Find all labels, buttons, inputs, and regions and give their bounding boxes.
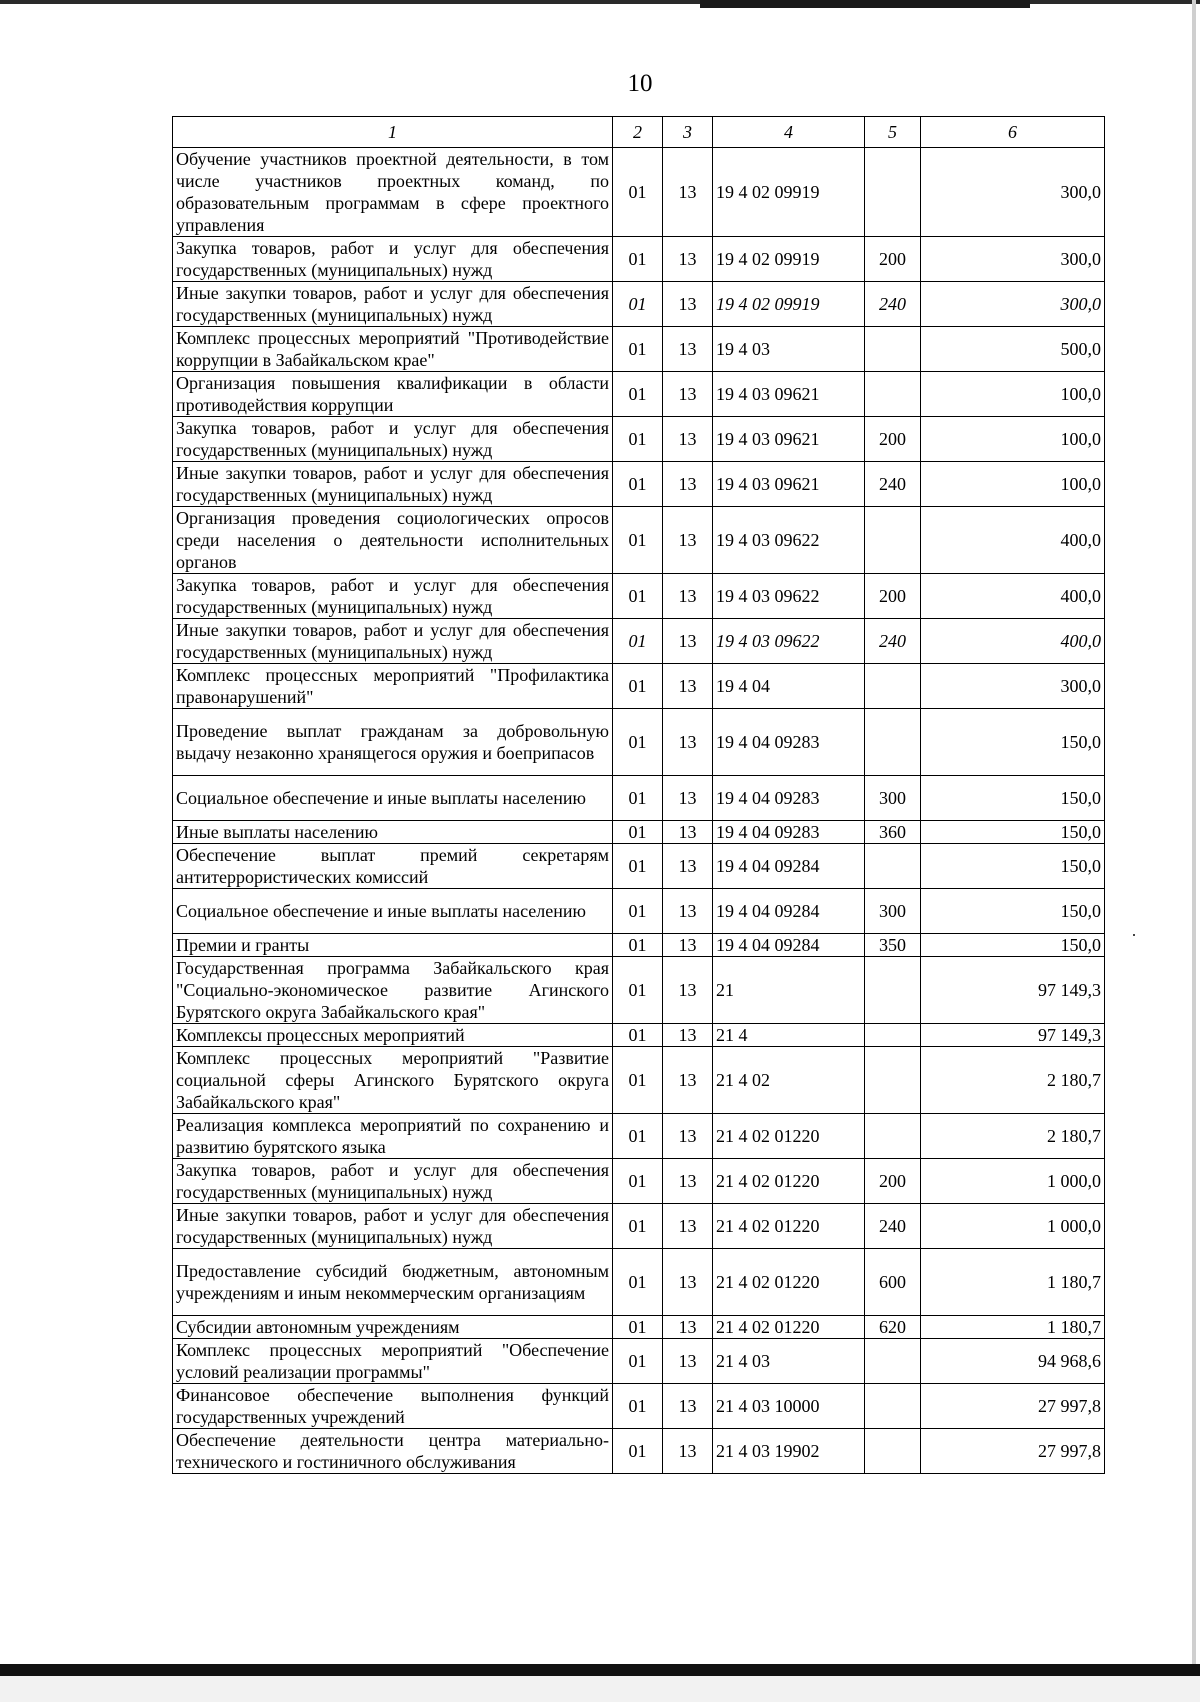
row-amount: 300,0 xyxy=(921,664,1105,709)
row-name: Иные закупки товаров, работ и услуг для обеспечения государственных (муниципальных) нужд xyxy=(173,1204,613,1249)
table-row xyxy=(173,1249,1105,1316)
table-row xyxy=(173,1204,1105,1249)
row-code-3: 13 xyxy=(663,1316,713,1339)
row-name: Закупка товаров, работ и услуг для обеспечения государственных (муниципальных) нужд xyxy=(173,1159,613,1204)
row-amount: 1 180,7 xyxy=(921,1316,1105,1339)
table-row xyxy=(173,327,1105,372)
row-code-5 xyxy=(865,372,921,417)
row-name: Обучение участников проектной деятельности, в том числе участников проектных команд, по образовательным программам в сфере проектного управления xyxy=(173,148,613,237)
row-code-4: 19 4 02 09919 xyxy=(713,237,865,282)
row-name: Реализация комплекса мероприятий по сохранению и развитию бурятского языка xyxy=(173,1114,613,1159)
row-amount: 2 180,7 xyxy=(921,1047,1105,1114)
row-code-2: 01 xyxy=(613,709,663,776)
table-row xyxy=(173,574,1105,619)
table-row xyxy=(173,237,1105,282)
row-code-5: 300 xyxy=(865,889,921,934)
row-code-3: 13 xyxy=(663,148,713,237)
table-row xyxy=(173,844,1105,889)
row-code-5 xyxy=(865,1339,921,1384)
row-code-2: 01 xyxy=(613,844,663,889)
scan-edge-bottom-margin xyxy=(0,1676,1200,1702)
row-amount: 400,0 xyxy=(921,619,1105,664)
row-name: Премии и гранты xyxy=(173,934,613,957)
row-code-5: 200 xyxy=(865,417,921,462)
row-code-4: 19 4 03 09622 xyxy=(713,619,865,664)
row-amount: 400,0 xyxy=(921,507,1105,574)
table-row xyxy=(173,1024,1105,1047)
row-name: Социальное обеспечение и иные выплаты населению xyxy=(173,776,613,821)
row-name: Социальное обеспечение и иные выплаты населению xyxy=(173,889,613,934)
row-amount: 300,0 xyxy=(921,282,1105,327)
table-row xyxy=(173,1339,1105,1384)
row-name: Проведение выплат гражданам за добровольную выдачу незаконно хранящегося оружия и боеприпасов xyxy=(173,709,613,776)
row-code-4: 21 4 02 01220 xyxy=(713,1114,865,1159)
row-code-2: 01 xyxy=(613,1159,663,1204)
row-code-3: 13 xyxy=(663,327,713,372)
row-name: Государственная программа Забайкальского края "Социально-экономическое развитие Агинского Бурятского округа Забайкальского края" xyxy=(173,957,613,1024)
table-row xyxy=(173,1159,1105,1204)
row-code-2: 01 xyxy=(613,148,663,237)
row-name: Иные закупки товаров, работ и услуг для обеспечения государственных (муниципальных) нужд xyxy=(173,462,613,507)
page-number: 10 xyxy=(627,70,653,97)
table-row xyxy=(173,148,1105,237)
row-amount: 100,0 xyxy=(921,372,1105,417)
row-code-2: 01 xyxy=(613,957,663,1024)
row-code-3: 13 xyxy=(663,1429,713,1474)
row-amount: 300,0 xyxy=(921,148,1105,237)
row-code-5 xyxy=(865,148,921,237)
table-row xyxy=(173,1316,1105,1339)
column-header: 3 xyxy=(663,117,713,148)
row-code-2: 01 xyxy=(613,1249,663,1316)
row-amount: 97 149,3 xyxy=(921,957,1105,1024)
row-code-5: 620 xyxy=(865,1316,921,1339)
row-amount: 100,0 xyxy=(921,417,1105,462)
row-code-2: 01 xyxy=(613,664,663,709)
row-code-3: 13 xyxy=(663,1249,713,1316)
row-code-3: 13 xyxy=(663,462,713,507)
row-code-4: 21 4 03 10000 xyxy=(713,1384,865,1429)
row-code-3: 13 xyxy=(663,417,713,462)
row-name: Комплекс процессных мероприятий "Развитие социальной сферы Агинского Бурятского округа Забайкальского края" xyxy=(173,1047,613,1114)
row-code-3: 13 xyxy=(663,889,713,934)
row-code-4: 19 4 02 09919 xyxy=(713,282,865,327)
row-code-2: 01 xyxy=(613,417,663,462)
row-code-5 xyxy=(865,1024,921,1047)
row-name: Обеспечение выплат премий секретарям антитеррористических комиссий xyxy=(173,844,613,889)
row-amount: 400,0 xyxy=(921,574,1105,619)
row-code-2: 01 xyxy=(613,821,663,844)
row-code-2: 01 xyxy=(613,776,663,821)
row-code-3: 13 xyxy=(663,957,713,1024)
row-code-2: 01 xyxy=(613,889,663,934)
row-code-3: 13 xyxy=(663,1339,713,1384)
row-code-4: 21 4 02 01220 xyxy=(713,1316,865,1339)
row-code-2: 01 xyxy=(613,619,663,664)
row-code-3: 13 xyxy=(663,1047,713,1114)
table-header-row xyxy=(173,117,1105,148)
table-row xyxy=(173,1114,1105,1159)
table-row xyxy=(173,664,1105,709)
row-amount: 27 997,8 xyxy=(921,1384,1105,1429)
row-code-2: 01 xyxy=(613,1316,663,1339)
row-code-4: 19 4 04 09284 xyxy=(713,934,865,957)
row-code-5: 200 xyxy=(865,574,921,619)
row-code-4: 21 xyxy=(713,957,865,1024)
row-code-2: 01 xyxy=(613,1114,663,1159)
row-code-3: 13 xyxy=(663,619,713,664)
row-code-5: 240 xyxy=(865,619,921,664)
row-amount: 1 180,7 xyxy=(921,1249,1105,1316)
row-code-3: 13 xyxy=(663,934,713,957)
row-code-4: 21 4 03 xyxy=(713,1339,865,1384)
table-row xyxy=(173,709,1105,776)
row-amount: 150,0 xyxy=(921,889,1105,934)
scan-edge-top-mark xyxy=(700,0,1030,8)
row-amount: 1 000,0 xyxy=(921,1159,1105,1204)
row-code-4: 19 4 04 09283 xyxy=(713,821,865,844)
row-code-4: 21 4 02 01220 xyxy=(713,1159,865,1204)
row-code-4: 19 4 03 09622 xyxy=(713,574,865,619)
row-name: Предоставление субсидий бюджетным, автономным учреждениям и иным некоммерческим организациям xyxy=(173,1249,613,1316)
row-code-3: 13 xyxy=(663,282,713,327)
row-code-4: 19 4 02 09919 xyxy=(713,148,865,237)
column-header: 1 xyxy=(173,117,613,148)
row-code-3: 13 xyxy=(663,507,713,574)
row-code-3: 13 xyxy=(663,237,713,282)
table-row xyxy=(173,1384,1105,1429)
row-code-5: 240 xyxy=(865,462,921,507)
row-code-2: 01 xyxy=(613,1384,663,1429)
row-code-2: 01 xyxy=(613,934,663,957)
row-code-2: 01 xyxy=(613,372,663,417)
row-code-5 xyxy=(865,1114,921,1159)
table-row xyxy=(173,507,1105,574)
row-amount: 2 180,7 xyxy=(921,1114,1105,1159)
row-code-3: 13 xyxy=(663,1384,713,1429)
row-amount: 100,0 xyxy=(921,462,1105,507)
row-name: Комплекс процессных мероприятий "Профилактика правонарушений" xyxy=(173,664,613,709)
scan-speck xyxy=(1133,934,1135,936)
row-code-5: 200 xyxy=(865,237,921,282)
table-row xyxy=(173,934,1105,957)
row-code-4: 19 4 04 09283 xyxy=(713,709,865,776)
row-code-2: 01 xyxy=(613,237,663,282)
scan-edge-bottom xyxy=(0,1664,1200,1676)
row-code-5: 200 xyxy=(865,1159,921,1204)
row-name: Иные выплаты населению xyxy=(173,821,613,844)
table-row xyxy=(173,462,1105,507)
row-code-5: 360 xyxy=(865,821,921,844)
row-code-2: 01 xyxy=(613,1429,663,1474)
row-code-5: 600 xyxy=(865,1249,921,1316)
column-header: 4 xyxy=(713,117,865,148)
row-code-5: 300 xyxy=(865,776,921,821)
row-code-3: 13 xyxy=(663,1159,713,1204)
row-code-2: 01 xyxy=(613,327,663,372)
row-code-4: 19 4 04 09284 xyxy=(713,844,865,889)
row-code-3: 13 xyxy=(663,844,713,889)
row-code-2: 01 xyxy=(613,462,663,507)
row-code-2: 01 xyxy=(613,1047,663,1114)
row-code-5: 240 xyxy=(865,1204,921,1249)
row-amount: 300,0 xyxy=(921,237,1105,282)
table-row xyxy=(173,776,1105,821)
row-code-5 xyxy=(865,1429,921,1474)
row-amount: 500,0 xyxy=(921,327,1105,372)
row-name: Комплексы процессных мероприятий xyxy=(173,1024,613,1047)
row-code-4: 21 4 xyxy=(713,1024,865,1047)
row-code-4: 21 4 02 01220 xyxy=(713,1249,865,1316)
row-amount: 150,0 xyxy=(921,821,1105,844)
table-row xyxy=(173,372,1105,417)
row-name: Организация повышения квалификации в области противодействия коррупции xyxy=(173,372,613,417)
table-row xyxy=(173,619,1105,664)
row-amount: 94 968,6 xyxy=(921,1339,1105,1384)
row-code-4: 19 4 03 09621 xyxy=(713,462,865,507)
row-code-4: 19 4 04 09283 xyxy=(713,776,865,821)
row-amount: 150,0 xyxy=(921,844,1105,889)
row-code-5 xyxy=(865,957,921,1024)
row-name: Закупка товаров, работ и услуг для обеспечения государственных (муниципальных) нужд xyxy=(173,237,613,282)
row-code-4: 19 4 03 09622 xyxy=(713,507,865,574)
row-code-4: 19 4 04 09284 xyxy=(713,889,865,934)
row-code-5 xyxy=(865,327,921,372)
row-code-3: 13 xyxy=(663,574,713,619)
row-code-4: 21 4 02 01220 xyxy=(713,1204,865,1249)
row-code-3: 13 xyxy=(663,664,713,709)
row-code-2: 01 xyxy=(613,1339,663,1384)
table-row xyxy=(173,821,1105,844)
row-code-3: 13 xyxy=(663,1114,713,1159)
row-amount: 150,0 xyxy=(921,709,1105,776)
row-code-4: 19 4 04 xyxy=(713,664,865,709)
table-row xyxy=(173,889,1105,934)
row-code-3: 13 xyxy=(663,776,713,821)
row-amount: 27 997,8 xyxy=(921,1429,1105,1474)
row-name: Закупка товаров, работ и услуг для обеспечения государственных (муниципальных) нужд xyxy=(173,417,613,462)
row-code-3: 13 xyxy=(663,372,713,417)
row-name: Обеспечение деятельности центра материально-технического и гостиничного обслуживания xyxy=(173,1429,613,1474)
row-name: Закупка товаров, работ и услуг для обеспечения государственных (муниципальных) нужд xyxy=(173,574,613,619)
row-name: Комплекс процессных мероприятий "Обеспечение условий реализации программы" xyxy=(173,1339,613,1384)
row-name: Иные закупки товаров, работ и услуг для обеспечения государственных (муниципальных) нужд xyxy=(173,282,613,327)
row-code-5 xyxy=(865,1384,921,1429)
row-name: Организация проведения социологических опросов среди населения о деятельности исполнительных органов xyxy=(173,507,613,574)
row-code-5: 350 xyxy=(865,934,921,957)
column-header: 6 xyxy=(921,117,1105,148)
budget-table xyxy=(172,116,1105,1474)
table-row xyxy=(173,417,1105,462)
row-code-2: 01 xyxy=(613,507,663,574)
row-code-3: 13 xyxy=(663,1024,713,1047)
row-code-3: 13 xyxy=(663,821,713,844)
row-code-2: 01 xyxy=(613,574,663,619)
row-code-4: 19 4 03 09621 xyxy=(713,372,865,417)
row-code-2: 01 xyxy=(613,1204,663,1249)
row-code-4: 21 4 02 xyxy=(713,1047,865,1114)
column-header: 5 xyxy=(865,117,921,148)
row-amount: 150,0 xyxy=(921,934,1105,957)
row-amount: 150,0 xyxy=(921,776,1105,821)
row-amount: 1 000,0 xyxy=(921,1204,1105,1249)
row-name: Комплекс процессных мероприятий "Противодействие коррупции в Забайкальском крае" xyxy=(173,327,613,372)
row-code-5: 240 xyxy=(865,282,921,327)
row-code-3: 13 xyxy=(663,709,713,776)
row-code-5 xyxy=(865,507,921,574)
row-amount: 97 149,3 xyxy=(921,1024,1105,1047)
table-row xyxy=(173,957,1105,1024)
column-header: 2 xyxy=(613,117,663,148)
row-code-4: 19 4 03 xyxy=(713,327,865,372)
row-name: Финансовое обеспечение выполнения функций государственных учреждений xyxy=(173,1384,613,1429)
row-name: Иные закупки товаров, работ и услуг для обеспечения государственных (муниципальных) нужд xyxy=(173,619,613,664)
row-code-2: 01 xyxy=(613,1024,663,1047)
row-code-5 xyxy=(865,844,921,889)
row-code-5 xyxy=(865,664,921,709)
row-code-5 xyxy=(865,1047,921,1114)
table-row xyxy=(173,1429,1105,1474)
row-code-3: 13 xyxy=(663,1204,713,1249)
row-code-4: 19 4 03 09621 xyxy=(713,417,865,462)
table-row xyxy=(173,282,1105,327)
table-row xyxy=(173,1047,1105,1114)
row-code-4: 21 4 03 19902 xyxy=(713,1429,865,1474)
row-name: Субсидии автономным учреждениям xyxy=(173,1316,613,1339)
scan-edge-right xyxy=(1192,0,1196,1702)
row-code-2: 01 xyxy=(613,282,663,327)
row-code-5 xyxy=(865,709,921,776)
